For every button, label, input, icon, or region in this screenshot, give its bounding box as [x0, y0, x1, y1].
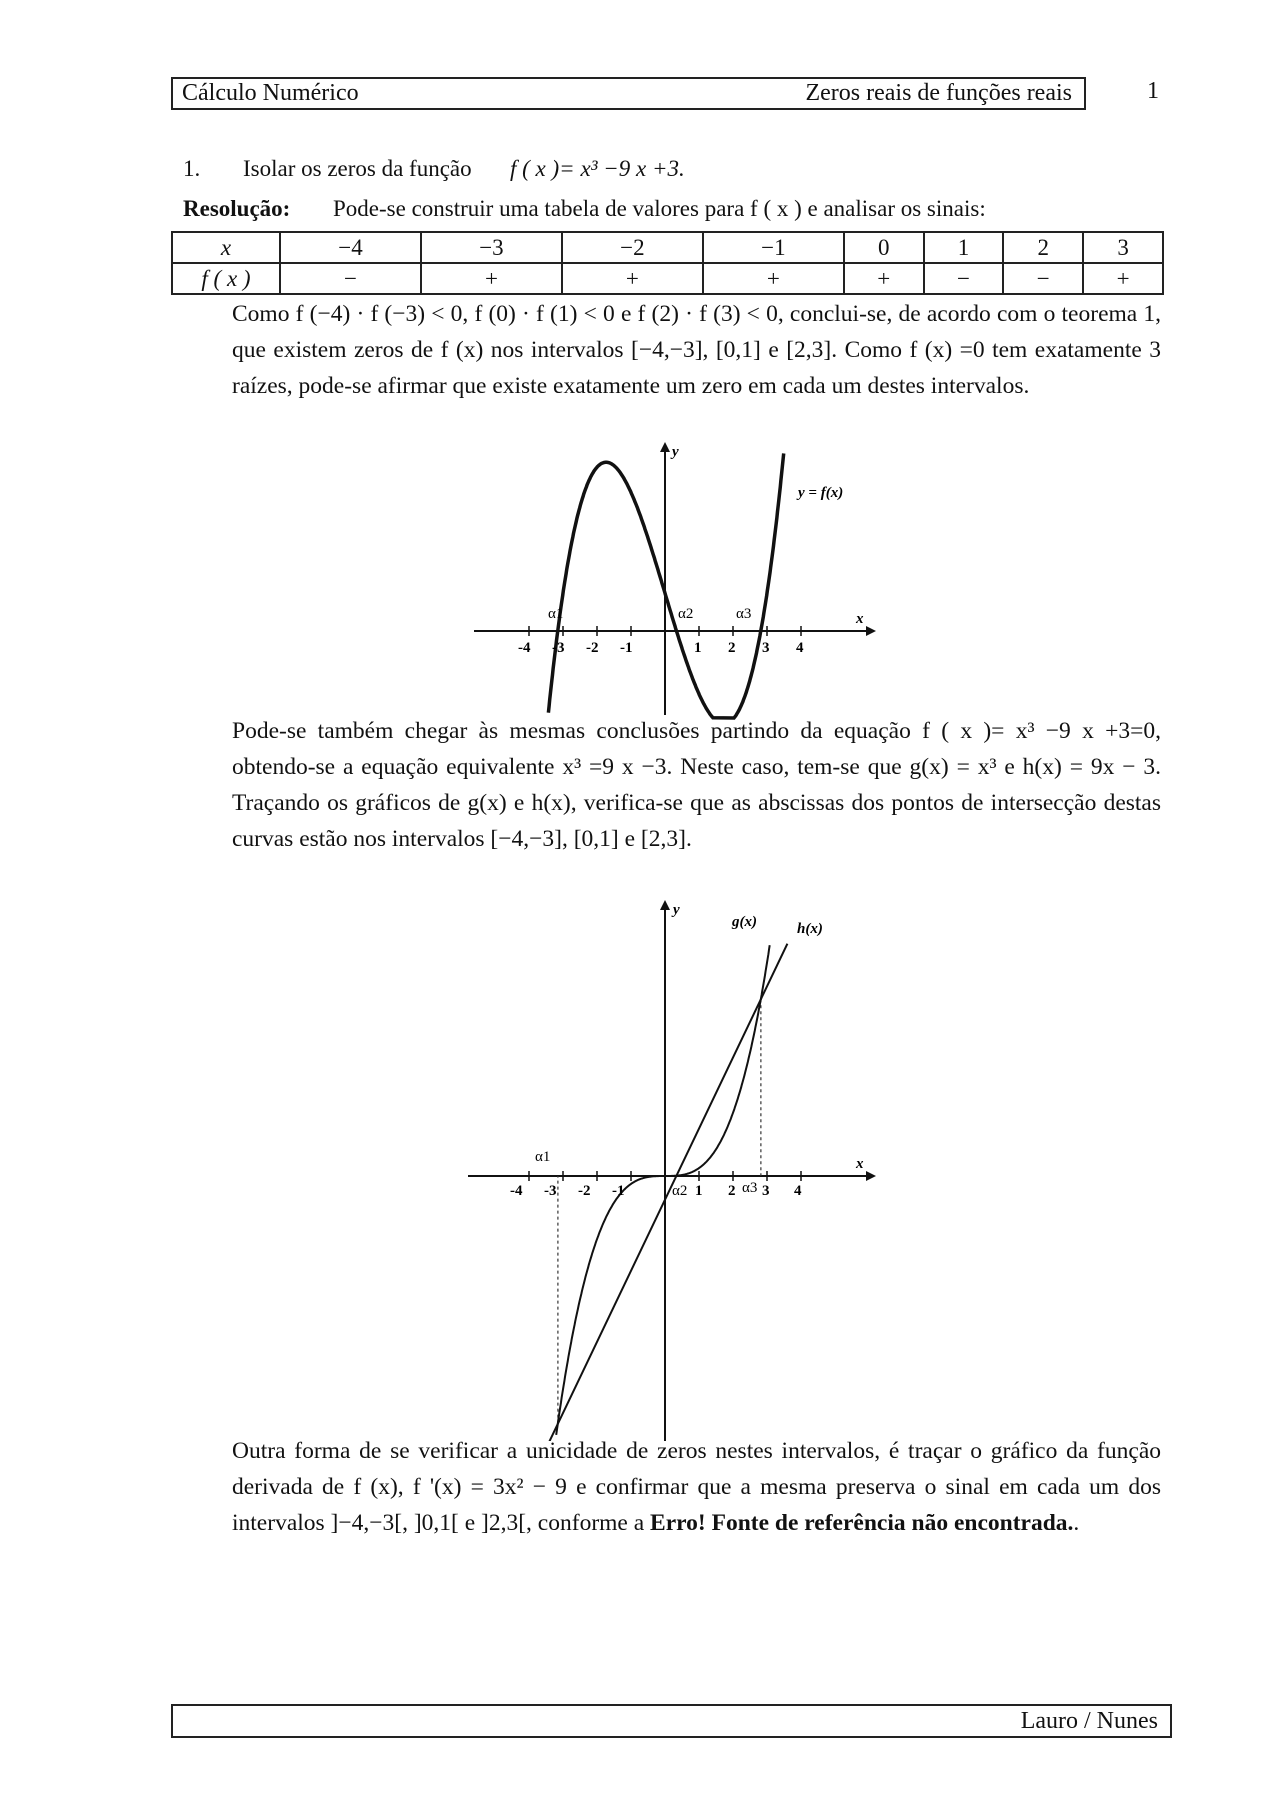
table-cell: +	[703, 263, 844, 294]
table-cell: +	[421, 263, 562, 294]
table-cell: −	[280, 263, 421, 294]
table-cell: 2	[1003, 232, 1083, 263]
tick-label: 2	[728, 1183, 736, 1199]
paragraph-1: Como f (−4) · f (−3) < 0, f (0) · f (1) < 0 e f (2) · f (3) < 0, conclui-se, de acordo com o teorema 1, que existem zeros de f (x) nos intervalos [−4,−3], [0,1] e [2,3]. Como f (x) =0 tem exatamente 3 raízes, pode-se afirmar que existe exatamente um zero em cada um destes intervalos.	[232, 301, 1161, 399]
reference-error: Erro! Fonte de referência não encontrada.	[650, 1510, 1074, 1536]
resolucao-label: Resolução:	[183, 196, 291, 221]
table-cell: 1	[924, 232, 1004, 263]
root-label-alpha3: α3	[742, 1180, 758, 1196]
f-curve	[548, 453, 783, 718]
page-number: 1	[1147, 78, 1159, 104]
table-cell: −2	[562, 232, 703, 263]
header-title: Cálculo Numérico	[182, 80, 359, 106]
tick-label: -1	[620, 640, 633, 656]
tick-label: 3	[762, 1183, 770, 1199]
table-cell: −	[1003, 263, 1083, 294]
tick-label: -2	[586, 640, 599, 656]
tick-label: -4	[510, 1183, 523, 1199]
y-axis-label: y	[672, 444, 679, 460]
graph-f	[460, 440, 880, 720]
tick-labels	[518, 640, 804, 656]
table-cell: +	[844, 263, 924, 294]
table-header-cell: f ( x )	[172, 263, 280, 294]
y-axis-arrow-icon	[660, 442, 670, 452]
h-line-label: h(x)	[797, 921, 823, 937]
tick-label: -1	[612, 1183, 625, 1199]
root-label-alpha2: α2	[678, 606, 694, 622]
table-row	[172, 232, 1163, 263]
table-cell: +	[562, 263, 703, 294]
x-axis-label: x	[856, 1156, 864, 1172]
graph-g-h	[460, 896, 880, 1441]
table-cell: −3	[421, 232, 562, 263]
paragraph-3-end: .	[1073, 1510, 1080, 1536]
root-label-alpha3: α3	[736, 606, 752, 622]
paragraph-2: Pode-se também chegar às mesmas conclusões partindo da equação f ( x )= x³ −9 x +3=0, obtendo-se a equação equivalente x³ =9 x −3. Neste caso, tem-se que g(x) = x³ e h(x) = 9x − 3. Traçando os gráficos de g(x) e h(x), verifica-se que as abscissas dos pontos de intersecção destas curvas estão nos intervalos [−4,−3], [0,1] e [2,3].	[232, 718, 1161, 852]
tick-label: 1	[694, 640, 702, 656]
x-axis-arrow-icon	[866, 1171, 876, 1181]
resolucao-text: Pode-se construir uma tabela de valores para f ( x ) e analisar os sinais:	[333, 196, 986, 221]
table-cell: +	[1083, 263, 1163, 294]
tick-label: 2	[728, 640, 736, 656]
tick-label: 1	[695, 1183, 703, 1199]
paragraph-3-text: Outra forma de se verificar a unicidade de zeros nestes intervalos, é traçar o gráfico da função derivada de f (x), f '(x) = 3x² − 9 e confirmar que a mesma preserva o sinal em cada um dos intervalos ]−4,−3[, ]0,1[ e ]2,3[, conforme a	[232, 1438, 1161, 1536]
tick-label: -3	[552, 640, 565, 656]
table-cell: −	[924, 263, 1004, 294]
problem-statement: Isolar os zeros da função	[243, 156, 472, 181]
curve-label: y = f(x)	[798, 485, 844, 501]
y-axis-label: y	[673, 902, 680, 918]
footer-author: Lauro / Nunes	[1020, 1708, 1158, 1734]
table-cell: −1	[703, 232, 844, 263]
paragraph-3	[232, 1433, 1161, 1541]
tick-label: -2	[578, 1183, 591, 1199]
problem-number: 1.	[183, 156, 201, 181]
sign-table	[171, 231, 1164, 295]
y-axis-arrow-icon	[660, 900, 670, 910]
table-row	[172, 263, 1163, 294]
root-label-alpha1: α1	[535, 1149, 551, 1165]
g-curve-label: g(x)	[732, 914, 757, 930]
tick-label: -3	[544, 1183, 557, 1199]
tick-label: -4	[518, 640, 531, 656]
table-cell: 0	[844, 232, 924, 263]
table-cell: 3	[1083, 232, 1163, 263]
problem-formula: f ( x )= x³ −9 x +3.	[510, 156, 685, 181]
tick-labels	[510, 1183, 802, 1199]
x-axis-label: x	[856, 611, 864, 627]
root-label-alpha1: α1	[548, 606, 564, 622]
table-header-cell: x	[172, 232, 280, 263]
tick-label: 4	[794, 1183, 802, 1199]
tick-label: 3	[762, 640, 770, 656]
root-label-alpha2: α2	[672, 1183, 688, 1199]
header-subtitle: Zeros reais de funções reais	[805, 80, 1072, 106]
tick-label: 4	[796, 640, 804, 656]
x-axis-arrow-icon	[866, 626, 876, 636]
table-cell: −4	[280, 232, 421, 263]
